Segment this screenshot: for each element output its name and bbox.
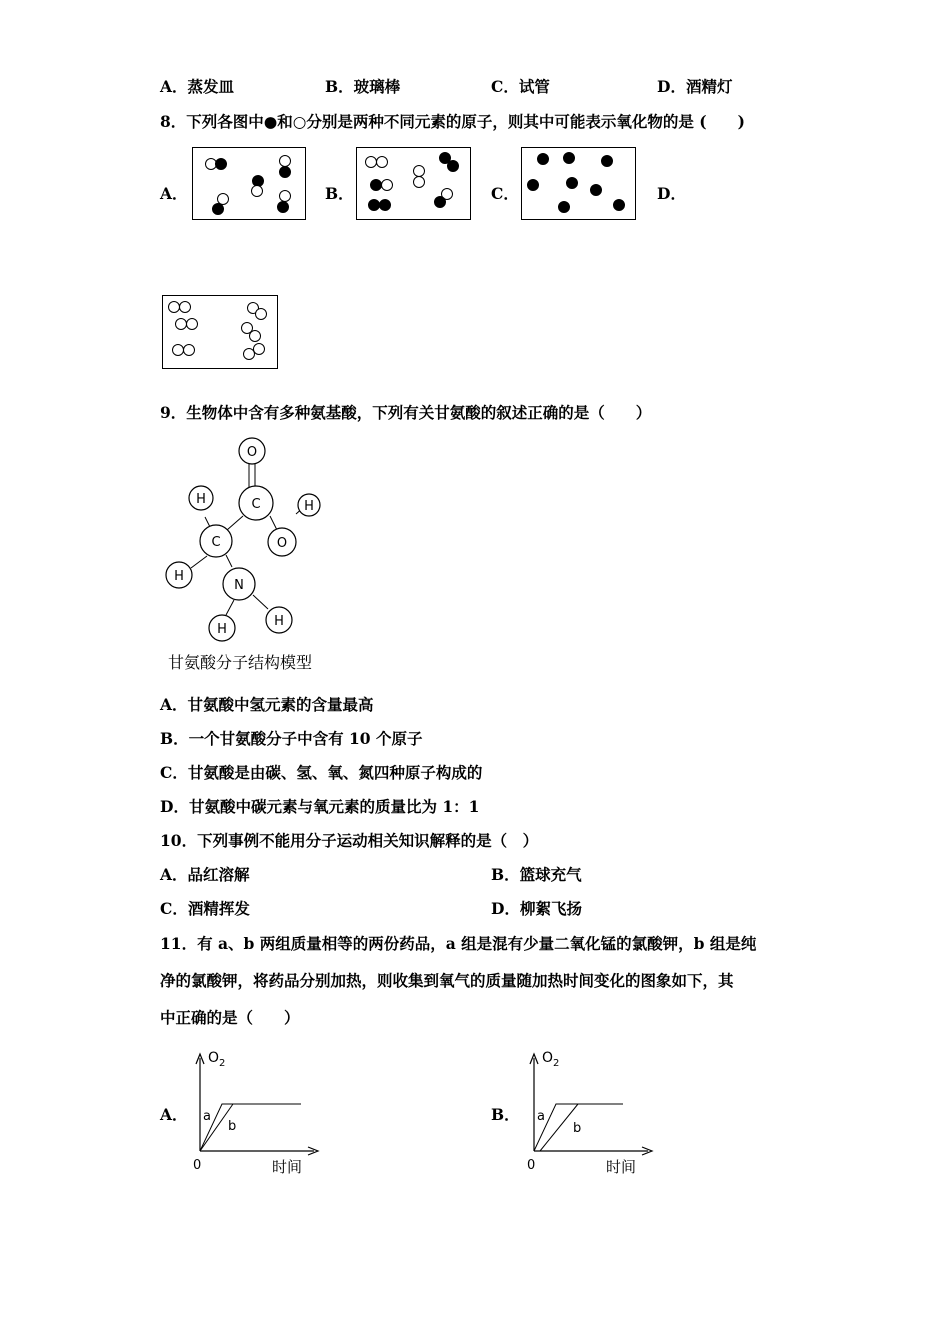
q11-label-b: B． — [491, 1105, 520, 1124]
origin-label: 0 — [527, 1158, 536, 1173]
atom-white — [381, 179, 393, 191]
x-axis-label: 时间 — [606, 1158, 637, 1176]
series-a-label: a — [537, 1109, 545, 1124]
series-a-label: a — [203, 1109, 211, 1124]
q8-label-c: C． — [491, 184, 519, 203]
q8-diagram-d — [162, 295, 278, 369]
q8-diagram-b — [356, 147, 471, 220]
atom-label: H — [174, 569, 184, 584]
glycine-molecule-model — [160, 432, 340, 676]
atom-black — [212, 203, 224, 215]
q7-option-d: D．酒精灯 — [657, 77, 733, 96]
q9-stem: 9．生物体中含有多种氨基酸，下列有关甘氨酸的叙述正确的是（ ） — [160, 403, 652, 422]
q9-option-a: A．甘氨酸中氢元素的含量最高 — [160, 695, 374, 714]
atom-black — [527, 179, 539, 191]
q9-option-d: D．甘氨酸中碳元素与氧元素的质量比为 1：1 — [160, 797, 480, 816]
q10-option-c: C．酒精挥发 — [160, 899, 250, 918]
atom-label: C — [251, 497, 261, 512]
atom-black — [563, 152, 575, 164]
atom-white — [249, 330, 261, 342]
model-caption: 甘氨酸分子结构模型 — [168, 653, 313, 672]
atom-black — [590, 184, 602, 196]
atom-white — [179, 301, 191, 313]
atom-label: C — [211, 535, 221, 550]
atom-label: H — [217, 622, 227, 637]
atom-black — [434, 196, 446, 208]
q8-diagram-c — [521, 147, 636, 220]
atom-black — [537, 153, 549, 165]
y-axis-label: $O_2$ — [542, 1050, 560, 1069]
q11-label-a: A． — [160, 1105, 188, 1124]
q9-option-b: B．一个甘氨酸分子中含有 10 个原子 — [160, 729, 423, 748]
q10-option-b: B．篮球充气 — [491, 865, 582, 884]
atom-white — [253, 343, 265, 355]
series-b-label: b — [573, 1121, 582, 1136]
atom-white — [376, 156, 388, 168]
atom-black — [566, 177, 578, 189]
atom-black — [613, 199, 625, 211]
atom-label: H — [274, 614, 284, 629]
atom-label: O — [246, 445, 258, 460]
atom-black — [277, 201, 289, 213]
atom-black — [215, 158, 227, 170]
q8-label-d: D． — [657, 184, 686, 203]
series-b-label: b — [228, 1119, 237, 1134]
q10-option-a: A．品红溶解 — [160, 865, 250, 884]
q11-stem-line1: 11．有 a、b 两组质量相等的两份药品，a 组是混有少量二氧化锰的氯酸钾，b 组是纯 — [160, 934, 757, 953]
q11-stem-line2: 净的氯酸钾，将药品分别加热，则收集到氧气的质量随加热时间变化的图象如下，其 — [160, 971, 734, 990]
q11-graph-a — [188, 1048, 328, 1176]
atom-label: N — [234, 578, 244, 593]
q7-option-c: C．试管 — [491, 77, 550, 96]
atom-label: H — [304, 499, 314, 514]
atom-white — [413, 176, 425, 188]
q8-label-a: A． — [160, 184, 188, 203]
q10-stem: 10．下列事例不能用分子运动相关知识解释的是（ ） — [160, 831, 539, 850]
y-axis-label: $O_2$ — [208, 1050, 226, 1069]
line-a — [200, 1104, 301, 1151]
q7-option-b: B．玻璃棒 — [325, 77, 401, 96]
atom-black — [279, 166, 291, 178]
atom-black — [447, 160, 459, 172]
x-axis-label: 时间 — [272, 1158, 303, 1176]
q9-option-c: C．甘氨酸是由碳、氢、氧、氮四种原子构成的 — [160, 763, 483, 782]
atom-black — [601, 155, 613, 167]
atom-label: H — [196, 492, 206, 507]
atom-label: O — [276, 536, 288, 551]
q7-option-a: A．蒸发皿 — [160, 77, 235, 96]
origin-label: 0 — [193, 1158, 202, 1173]
q8-diagram-a — [192, 147, 306, 220]
q8-stem: 8．下列各图中●和○分别是两种不同元素的原子，则其中可能表示氧化物的是 ( ) — [160, 112, 745, 131]
atom-black — [379, 199, 391, 211]
q11-graph-b — [522, 1048, 662, 1176]
atom-white — [186, 318, 198, 330]
q8-label-b: B． — [325, 184, 354, 203]
atom-white — [183, 344, 195, 356]
q11-stem-line3: 中正确的是（ ） — [160, 1008, 300, 1027]
atom-white — [255, 308, 267, 320]
q10-option-d: D．柳絮飞扬 — [491, 899, 582, 918]
atom-black — [558, 201, 570, 213]
atom-white — [251, 185, 263, 197]
